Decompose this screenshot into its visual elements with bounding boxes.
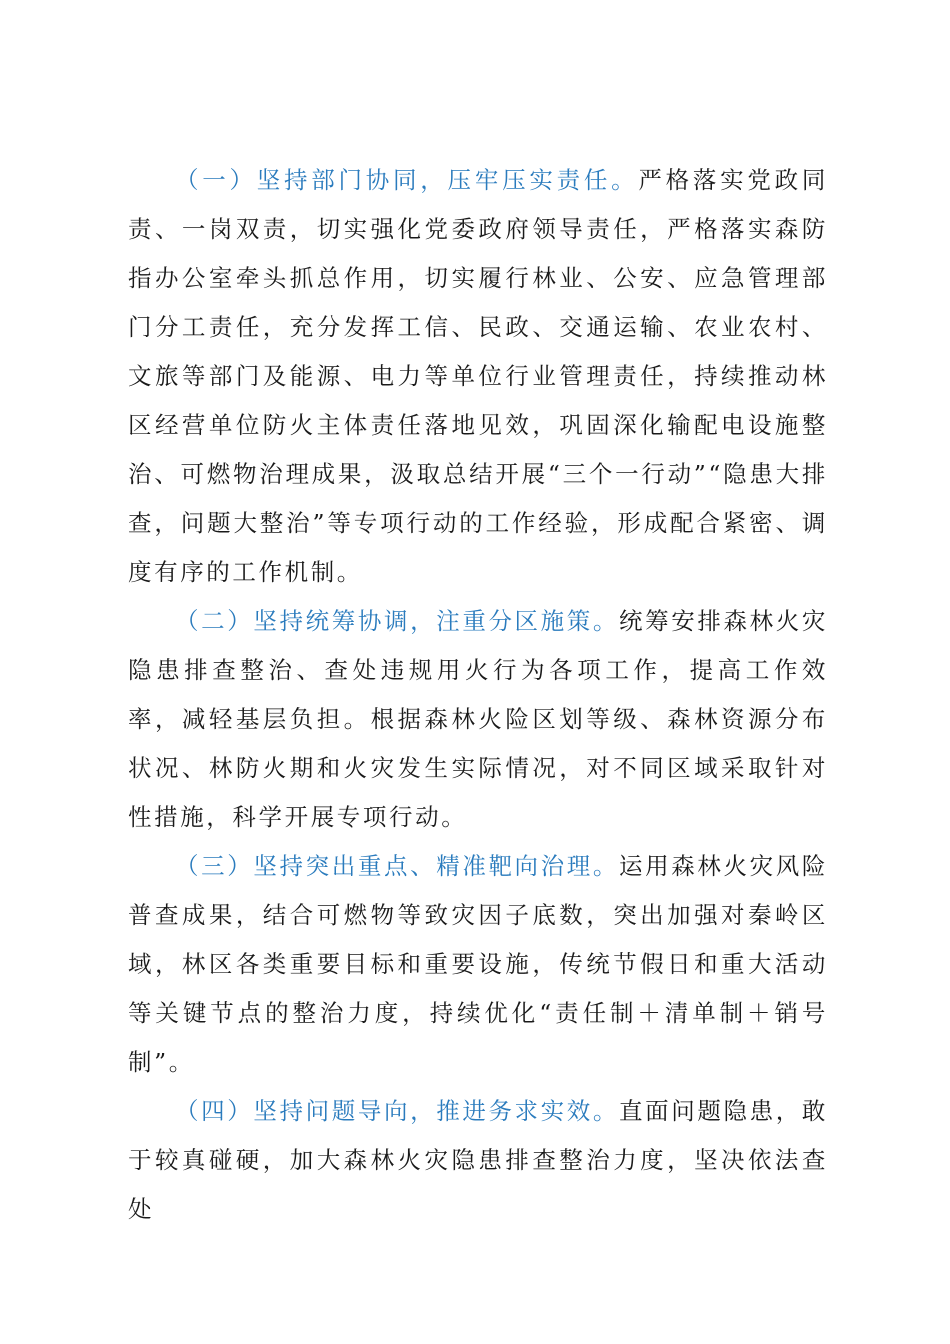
paragraph-2-heading: （二）坚持统筹协调，注重分区施策。 [175,607,620,635]
paragraph-2 [128,597,828,842]
paragraph-1-heading: （一）坚持部门协同，压牢压实责任。 [175,166,639,194]
paragraph-4-heading: （四）坚持问题导向，推进务求实效。 [175,1097,620,1125]
paragraph-4 [128,1087,828,1234]
paragraph-1 [128,156,828,597]
document-body [128,156,828,1234]
paragraph-3-text: 运用森林火灾风险普查成果，结合可燃物等致灾因子底数，突出加强对秦岭区域，林区各类重要目标和重要设施，传统节假日和重大活动等关键节点的整治力度，持续优化“责任制＋清单制＋销号制”。 [128,852,828,1076]
paragraph-4-text: 直面问题隐患，敢于较真碰硬，加大森林火灾隐患排查整治力度，坚决依法查处 [128,1097,828,1223]
paragraph-3-heading: （三）坚持突出重点、精准靶向治理。 [175,852,620,880]
paragraph-3 [128,842,828,1087]
paragraph-1-text: 严格落实党政同责、一岗双责，切实强化党委政府领导责任，严格落实森防指办公室牵头抓总作用，切实履行林业、公安、应急管理部门分工责任，充分发挥工信、民政、交通运输、农业农村、文旅等部门及能源、电力等单位行业管理责任，持续推动林区经营单位防火主体责任落地见效，巩固深化输配电设施整治、可燃物治理成果，汲取总结开展“三个一行动”“隐患大排查，问题大整治”等专项行动的工作经验，形成配合紧密、调度有序的工作机制。 [128,166,828,586]
paragraph-2-text: 统筹安排森林火灾隐患排查整治、查处违规用火行为各项工作，提高工作效率，减轻基层负担。根据森林火险区划等级、森林资源分布状况、林防火期和火灾发生实际情况，对不同区域采取针对性措施，科学开展专项行动。 [128,607,828,831]
